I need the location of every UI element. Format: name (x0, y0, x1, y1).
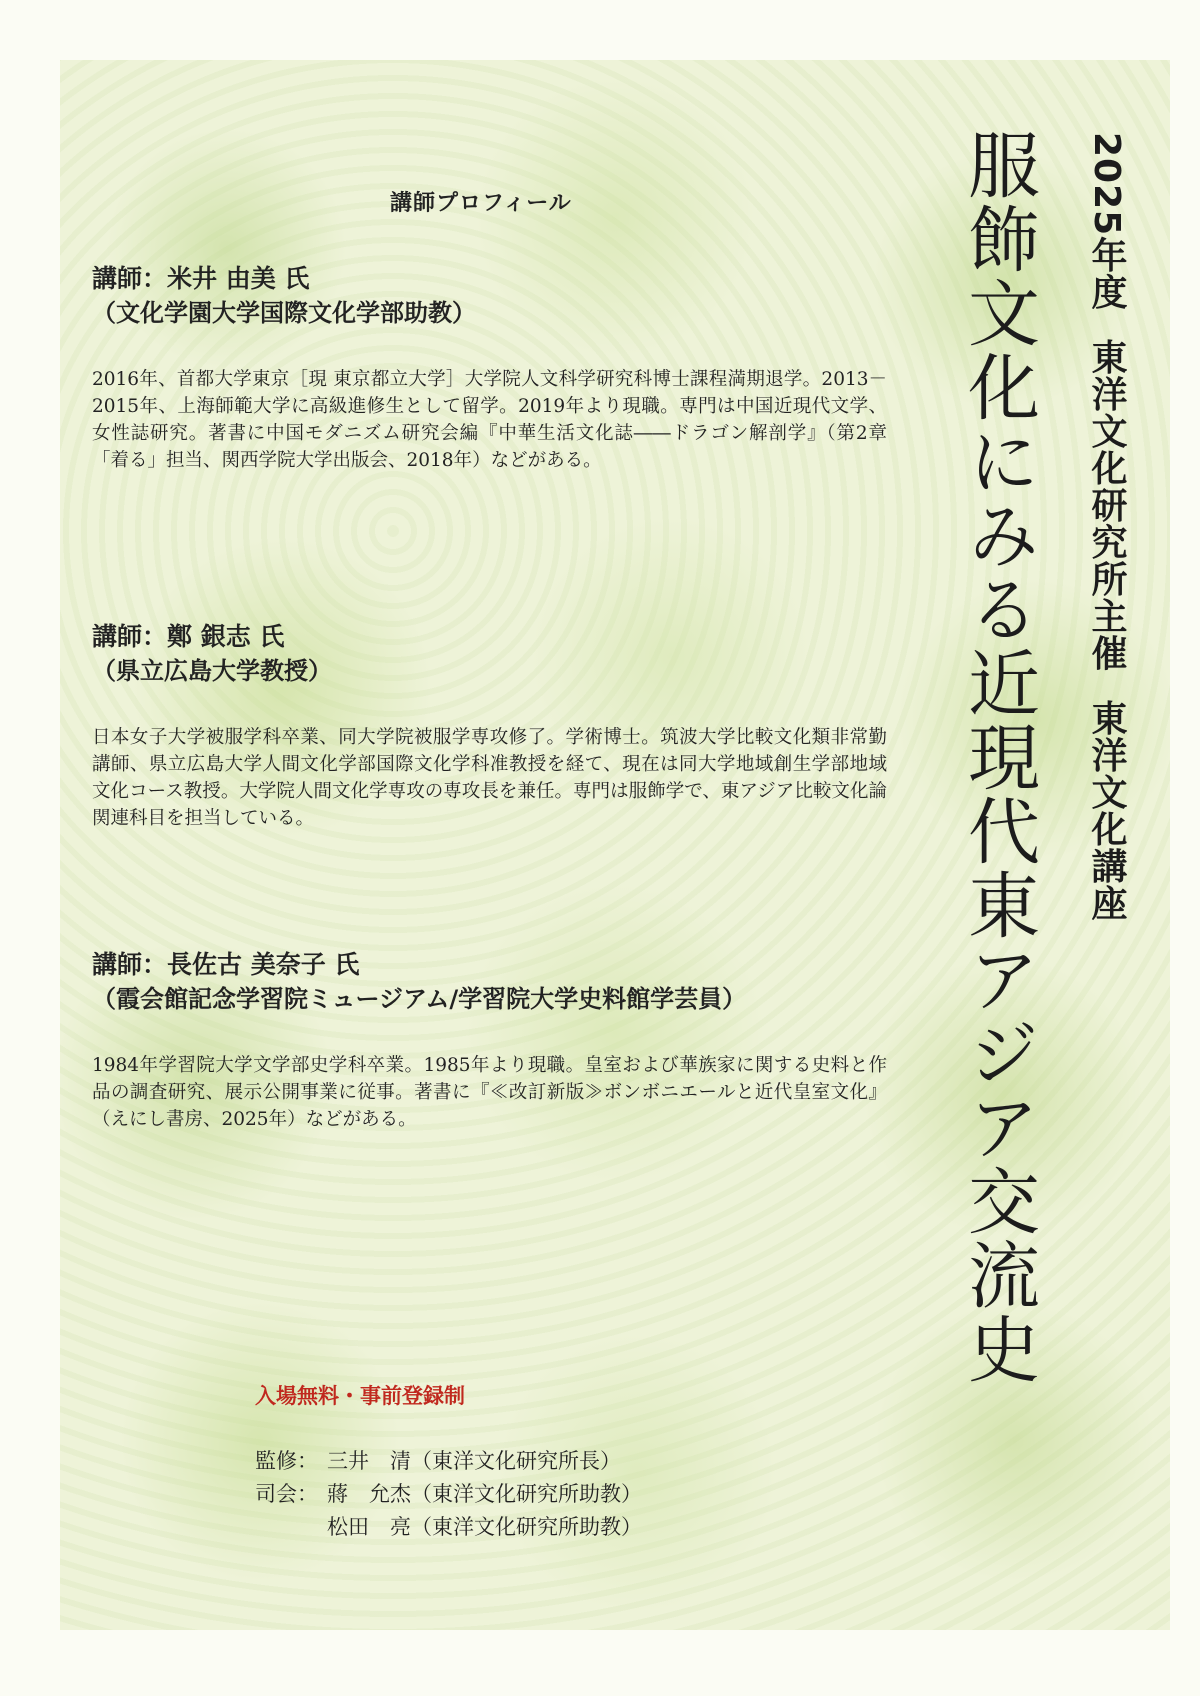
mc-role: 司会： (255, 1482, 318, 1506)
event-series-label (1086, 132, 1127, 922)
lecturer-affiliation: （県立広島大学教授） (92, 657, 332, 685)
lecturer-affiliation: （霞会館記念学習院ミュージアム/学習院大学史料館学芸員） (92, 985, 747, 1013)
mc-row (255, 1478, 642, 1511)
mc2-name: 松田 亮 (327, 1515, 411, 1539)
profile-heading: 講師プロフィール (390, 191, 572, 216)
event-series: 東洋文化講座 (1086, 699, 1127, 922)
event-year: 2025年度 (1086, 132, 1127, 311)
event-title: 服飾文化にみる近現代東アジア交流史 (956, 128, 1040, 1386)
supervisor-row (255, 1445, 642, 1478)
event-organizer: 東洋文化研究所主催 (1086, 338, 1127, 672)
lecturer-block (92, 262, 902, 474)
lecturer-bio: 2016年、首都大学東京［現 東京都立大学］大学院人文科学研究科博士課程満期退学。2013－2015年、上海師範大学に高級進修生として留学。2019年より現職。専門は中国近現代文学、女性誌研究。著書に中国モダニズム研究会編『中華生活文化誌――ドラゴン解剖学』（第2章「着る」担当、関西学院大学出版会、2018年）などがある。 (92, 369, 887, 471)
credits (255, 1445, 642, 1544)
mc2-title: （東洋文化研究所助教） (411, 1515, 642, 1539)
mc1-name: 蔣 允杰 (327, 1482, 411, 1506)
lecturer-name: 講師：鄭 銀志 氏 (92, 622, 285, 651)
lecturer-block (92, 620, 902, 832)
admission-notice: 入場無料・事前登録制 (255, 1384, 465, 1408)
supervisor-role: 監修： (255, 1449, 318, 1473)
lecturer-affiliation: （文化学園大学国際文化学部助教） (92, 299, 476, 327)
lecturer-block (92, 948, 902, 1133)
lecturer-bio: 日本女子大学被服学科卒業、同大学院被服学専攻修了。学術博士。筑波大学比較文化類非常勤講師、県立広島大学人間文化学部国際文化学科准教授を経て、現在は同大学地域創生学部地域文化コース教授。大学院人間文化学専攻の専攻長を兼任。専門は服飾学で、東アジア比較文化論関連科目を担当している。 (92, 727, 887, 829)
supervisor-title: （東洋文化研究所長） (411, 1449, 621, 1473)
mc1-title: （東洋文化研究所助教） (411, 1482, 642, 1506)
lecturer-name: 講師：長佐古 美奈子 氏 (92, 950, 360, 979)
mc-row (255, 1511, 642, 1544)
lecturer-bio: 1984年学習院大学文学部史学科卒業。1985年より現職。皇室および華族家に関する史料と作品の調査研究、展示公開事業に従事。著書に『≪改訂新版≫ボンボニエールと近代皇室文化』（えにし書房、2025年）などがある。 (92, 1055, 887, 1130)
lecturer-name: 講師：米井 由美 氏 (92, 264, 310, 293)
supervisor-name: 三井 清 (327, 1449, 411, 1473)
